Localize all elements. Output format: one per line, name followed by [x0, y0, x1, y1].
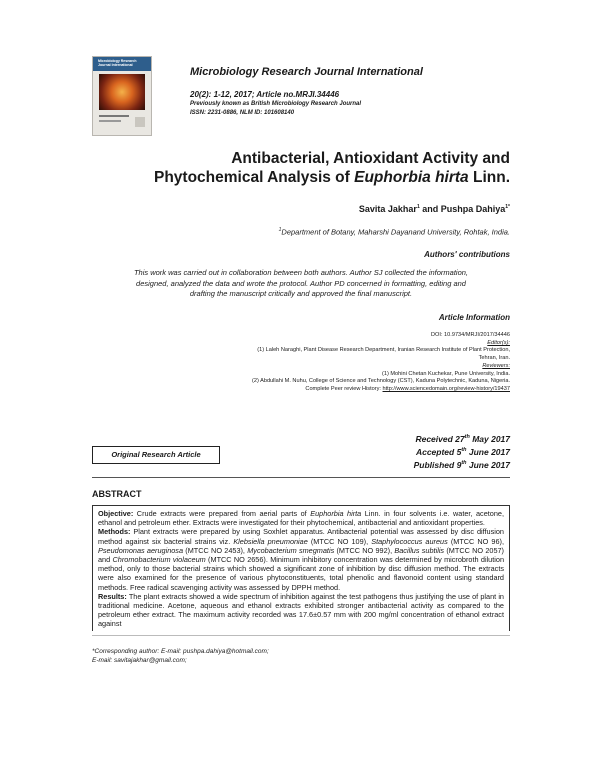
abstract-objective: Objective: Crude extracts were prepared from aerial parts of Euphorbia hirta Linn. in four solvents i.e. water, acetone, ethanol and petroleum ether. Extracts were investigated for their phytochemical, antibacterial and antioxidant properties.: [98, 509, 504, 528]
peer-review-history: Complete Peer review History: http://www.sciencedomain.org/review-history/19437: [305, 385, 510, 392]
abstract-heading: ABSTRACT: [92, 489, 142, 499]
cover-microbe-image: [99, 74, 145, 110]
journal-name: Microbiology Research Journal International: [190, 66, 423, 78]
editor-1: (1) Laleh Naraghi, Plant Disease Research Department, Iranian Research Institute of Plant Protection,: [257, 347, 510, 354]
contributions-text: This work was carried out in collaboration between both authors. Author SJ collected the information, designed, analyzed the data and wrote the protocol. Author PD concerned in formatting, editing and drafting the manuscript critically and approved the final manuscript.: [133, 268, 469, 298]
received-date: Received 27th May 2017: [415, 433, 510, 444]
contributions-heading: Authors' contributions: [424, 250, 510, 259]
peer-review-link[interactable]: http://www.sciencedomain.org/review-history/19437: [382, 385, 510, 392]
reviewer-1: (1) Mohini Chetan Kuchekar, Pune University, India.: [382, 370, 510, 377]
published-date: Published 9th June 2017: [413, 459, 510, 470]
affiliation: $^1$Department of Botany, Maharshi Dayanand University, Rohtak, India.: [278, 227, 510, 237]
article-type-badge: Original Research Article: [92, 446, 220, 464]
corresponding-email: *Corresponding author: E-mail: pushpa.dahiya@hotmail.com;: [92, 648, 269, 655]
article-title: Antibacterial, Antioxidant Activity and Phytochemical Analysis of Euphorbia hirta Linn.: [153, 150, 510, 186]
article-info-heading: Article Information: [438, 313, 510, 322]
reviewers-label: Reviewers:: [482, 362, 510, 369]
footnote-divider: [92, 635, 510, 636]
accepted-date: Accepted 5th June 2017: [415, 446, 510, 457]
author-list: Savita Jakhar$^1$ and Pushpa Dahiya$^{1*}$: [358, 204, 510, 214]
author-1: Savita Jakhar: [358, 204, 417, 214]
divider: [92, 477, 510, 478]
abstract-box: [92, 505, 510, 631]
journal-issn: ISSN: 2231-0886, NLM ID: 101608140: [190, 110, 295, 116]
abstract-methods: Methods: Plant extracts were prepared by using Soxhlet apparatus. Antibacterial potential was assessed by disc diffusion method against six bacterial strains viz. Klebsiella pneumoniae (MTCC NO 109), Staphylococcus aureus (MTCC NO 96), Pseudomonas aeruginosa (MTCC NO 2453), Mycobacterium smegmatis (MTCC NO 992), Bacillus subtilis (MTCC NO 2057) and Chromobacterium violaceum (MTCC NO 2656). Minimum inhibitory concentration was determined by microbroth dilution method, only to those bacterial strains which showed a significant zone of inhibition by disc diffusion method. The extracts were also examined for the presence of various phytoconstituents, total phenolic and flavonoid content using standard methods. Free radical scavenging activity was assessed by DPPH method.: [98, 527, 505, 592]
second-email: E-mail: savitajakhar@gmail.com;: [92, 657, 187, 664]
editors-label: Editor(s):: [487, 339, 510, 346]
journal-previous-name: Previously known as British Microbiology Research Journal: [190, 101, 362, 107]
author-2: Pushpa Dahiya: [440, 204, 506, 214]
doi: DOI: 10.9734/MRJI/2017/34446: [431, 332, 510, 338]
cover-title: Microbiology Research Journal International: [98, 59, 137, 67]
article-dates: [414, 432, 510, 470]
abstract-results: Results: The plant extracts showed a wide spectrum of inhibition against the test pathogens thus justifying the use of plant in traditional medicine. Acetone, aqueous and ethanol extracts exhibited stronger antibacterial activity as compared to the petroleum ether extract. The maximum activity recorded was 17.6±0.57 mm with 200 mg/ml concentration of ethanol extract against: [98, 591, 504, 629]
journal-cover-image: [92, 56, 152, 136]
reviewer-2: (2) Abdullahi M. Nuhu, College of Science and Technology (CST), Kaduna Polytechnic, Kaduna, Nigeria.: [252, 378, 510, 385]
article-info: DOI: 10.9734/MRJI/2017/34446 Editor(s): (1) Laleh Naraghi, Plant Disease Research Department, Iranian Research Institute of Plant Protection, Tehran, Iran. Reviewers: (1) Mohini Chetan Kuchekar, Pune University, India. (2) Abdullahi M. Nuhu, College of Science and Technology (CST), Kaduna Polytechnic, Kaduna, Nigeria. Complete Peer review History: http://www.sciencedomain.org/review-history/19437: [80, 332, 510, 394]
journal-volume: 20(2): 1-12, 2017; Article no.MRJI.34446: [190, 90, 340, 99]
corresponding-author: [92, 647, 269, 665]
